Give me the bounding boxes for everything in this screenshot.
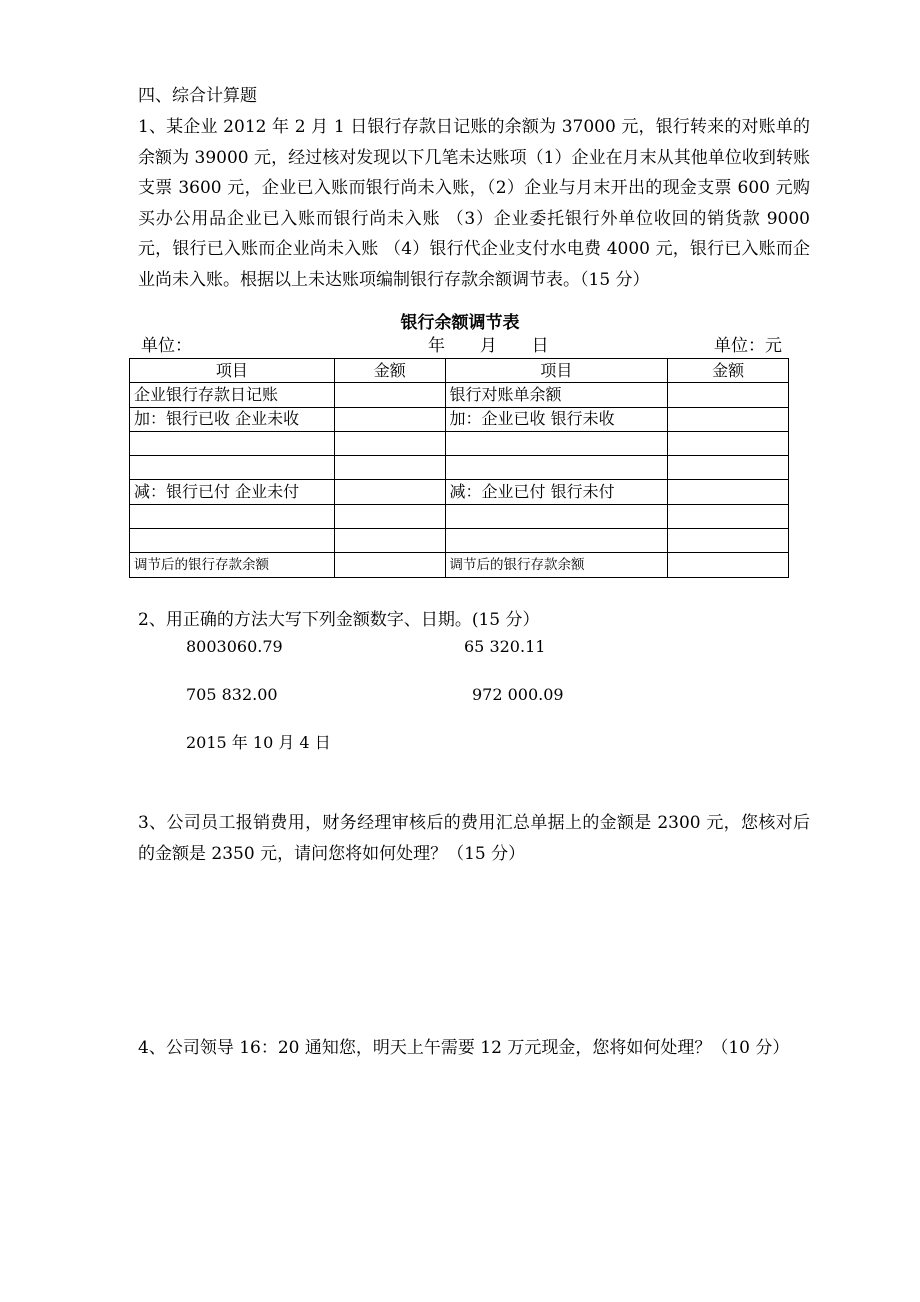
header-item-left: 项目 <box>130 359 335 383</box>
table-cell <box>668 431 789 455</box>
table-row <box>130 456 789 480</box>
date-year: 年 <box>428 336 445 356</box>
table-row <box>130 553 789 577</box>
table-title: 银行余额调节表 <box>400 313 520 333</box>
table-cell <box>334 456 445 480</box>
table-cell <box>668 383 789 407</box>
table-cell <box>668 553 789 577</box>
table-cell: 加：银行已收 企业未收 <box>130 407 335 431</box>
unit-label: 单位： <box>141 336 192 356</box>
table-cell <box>334 529 445 553</box>
table-cell: 减：企业已付 银行未付 <box>445 480 668 504</box>
table-cell <box>445 529 668 553</box>
table-cell <box>668 480 789 504</box>
table-cell <box>668 529 789 553</box>
table-cell <box>445 431 668 455</box>
table-row <box>130 407 789 431</box>
table-cell <box>334 504 445 528</box>
table-cell <box>668 407 789 431</box>
table-row <box>130 504 789 528</box>
question-4-text: 4、公司领导 16：20 通知您，明天上午需要 12 万元现金，您将如何处理？（10 分） <box>138 1038 790 1058</box>
date-day: 日 <box>531 336 549 356</box>
reconciliation-table <box>129 358 789 578</box>
table-row <box>130 431 789 455</box>
table-cell <box>668 456 789 480</box>
table-header-row <box>130 359 789 383</box>
table-row <box>130 383 789 407</box>
table-cell: 调节后的银行存款余额 <box>445 553 668 577</box>
table-cell <box>334 480 445 504</box>
amount-item: 8003060.79 <box>186 637 283 656</box>
table-cell <box>130 456 335 480</box>
header-amount-left: 金额 <box>334 359 445 383</box>
table-cell <box>334 553 445 577</box>
table-cell: 银行对账单余额 <box>445 383 668 407</box>
table-cell <box>130 504 335 528</box>
table-cell <box>334 407 445 431</box>
amount-item: 65 320.11 <box>464 637 546 656</box>
question-1-text: 1、某企业 2012 年 2 月 1 日银行存款日记账的余额为 37000 元，银行转来的对账单的余额为 39000 元，经过核对发现以下几笔未达账项（1）企业在月末从其他单位收到转账支票 3600 元，企业已入账而银行尚未入账，（2）企业与月末开出的现金支票 600 元购买办公用品企业已入账而银行尚未入账 （3）企业委托银行外单位收回的销货款 9000 元，银行已入账而企业尚未入账 （4）银行代企业支付水电费 4000 元，银行已入账而企业尚未入账。根据以上未达账项编制银行存款余额调节表。（15 分） <box>138 117 810 290</box>
table-row <box>130 529 789 553</box>
question-2-text: 2、用正确的方法大写下列金额数字、日期。(15 分） <box>138 610 540 630</box>
currency-label: 单位：元 <box>714 336 782 356</box>
date-item: 2015 年 10 月 4 日 <box>186 733 331 752</box>
table-cell <box>334 431 445 455</box>
table-cell <box>445 456 668 480</box>
amount-item: 705 832.00 <box>186 685 278 704</box>
table-cell <box>130 529 335 553</box>
table-cell: 加：企业已收 银行未收 <box>445 407 668 431</box>
table-cell <box>668 504 789 528</box>
header-amount-right: 金额 <box>668 359 789 383</box>
date-line <box>428 334 549 358</box>
table-cell: 企业银行存款日记账 <box>130 383 335 407</box>
table-cell <box>334 383 445 407</box>
table-cell <box>130 431 335 455</box>
section-title: 四、综合计算题 <box>138 86 257 106</box>
date-month: 月 <box>479 336 497 356</box>
table-cell: 调节后的银行存款余额 <box>130 553 335 577</box>
amount-item: 972 000.09 <box>472 685 564 704</box>
question-3-text: 3、公司员工报销费用，财务经理审核后的费用汇总单据上的金额是 2300 元，您核对后的金额是 2350 元，请问您将如何处理？（15 分） <box>138 813 810 864</box>
table-cell <box>445 504 668 528</box>
header-item-right: 项目 <box>445 359 668 383</box>
table-row <box>130 480 789 504</box>
table-cell: 减：银行已付 企业未付 <box>130 480 335 504</box>
